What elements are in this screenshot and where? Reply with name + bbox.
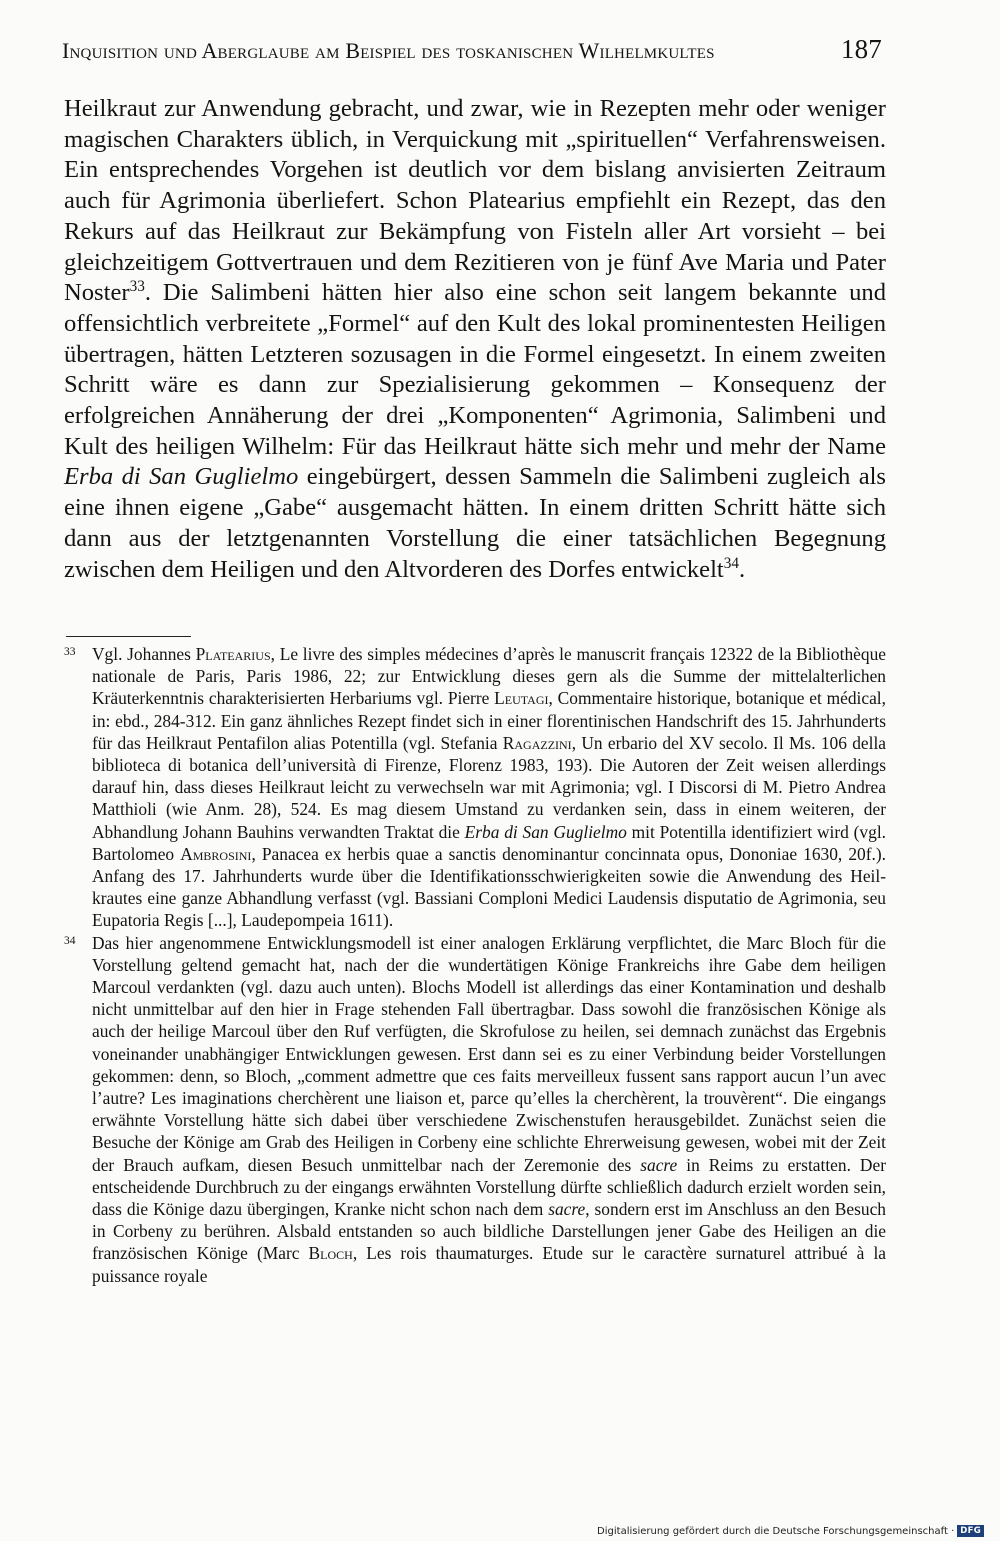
text-run: Vgl. Johannes bbox=[92, 644, 196, 664]
running-header bbox=[62, 34, 882, 68]
footnote-number: 34 bbox=[64, 934, 76, 947]
credit-text: Digitalisierung gefördert durch die Deutsche Forschungsgemeinschaft · bbox=[597, 1525, 955, 1537]
author-name: Bloch bbox=[308, 1243, 353, 1264]
digitization-credit bbox=[597, 1525, 984, 1537]
author-name: Platearius bbox=[195, 644, 271, 664]
text-run: , sondern erst im Anschluss an den Besuch in Corbeny zu berühren. Alsbald entstanden so auch bildliche Darstellungen jener Gabe des Heiligen an die französischen Könige (Marc bbox=[92, 1199, 886, 1264]
footnotes bbox=[64, 643, 886, 1287]
author-name: Leutagi bbox=[494, 688, 549, 709]
text-run: mit Potentilla identifiziert wird (vgl. Bartolomeo bbox=[92, 821, 887, 864]
footnote-34 bbox=[64, 932, 886, 1287]
italic-term: Erba di San Guglielmo bbox=[464, 821, 627, 842]
main-text bbox=[64, 94, 886, 585]
text-run: . Die Salimbeni hätten hier also eine schon seit langem bekannte und offensichtlich verbreitete „Formel“ auf den Kult des lokal prominentesten Heiligen übertragen, hätten Letzteren sozusagen in die Formel eingesetzt. In einem zweiten Schritt wäre es dann zur Spezialisierung gekommen – Konsequenz der erfolgreichen Annäherung der drei „Komponenten“ Agrimonia, Salimbeni und Kult des heiligen Wilhelm: Für das Heilkraut hätte sich mehr und mehr der Name bbox=[64, 279, 886, 460]
text-run: , Panacea ex herbis quae a sanctis denominantur concinnata opus, Dononiae 1630, 20f.). Anfang des 17. Jahrhunderts wurde über die Identifikationsschwierigkeiten sowie die Anwendung des Heilkrautes eine ganze Abhandlung verfasst (vgl. Bassiani Comploni Medici Laudensis disputatio de Agrimonia, seu Eupatoria Regis [...], Laudepompeia 1611). bbox=[92, 843, 886, 931]
text-run: , Les rois thaumaturges. Etude sur le caractère surnaturel attribué à la puissance royale bbox=[92, 1243, 887, 1286]
author-name: Ragazzini bbox=[502, 732, 572, 753]
text-run: , Un erbario del XV secolo. Il Ms. 106 della biblioteca di botanica dell’università di Firenze, Florenz 1983, 193). Die Autoren der Zeit weisen allerdings darauf hin, dass dieses Heilkraut leicht zu verwechseln war mit Agrimonia; vgl. I Discorsi di M. Pietro Andrea Matthioli (wie Anm. 28), 524. Es mag diesem Umstand zu verdanken sein, dass in einem weiteren, der Abhandlung Johann Bauhins verwandten Traktat die bbox=[92, 732, 886, 842]
text-run: . bbox=[738, 555, 746, 583]
page-number: 187 bbox=[840, 34, 882, 64]
text-run: , Le livre des simples médecines d’après le manuscrit français 12322 de la Bibliothèque nationale de Paris, Paris 1986, 22; zur Entwicklung dieses gern als die Summe der mittelalterlichen Kräuterkenntnis charakterisierten Herbariums vgl. Pierre bbox=[92, 644, 886, 709]
text-run: Das hier angenommene Entwicklungsmodell ist einer analogen Erklärung verpflichtet, die Marc Bloch für die Vorstellung geltend gemacht hat, nach der die wundertätigen Könige Frankreichs ihre Gabe dem heiligen Marcoul verdankten (vgl. dazu auch unten). Blochs Modell ist allerdings das einer Kontamination und deshalb nicht unmittelbar auf den hier in Frage stehenden Fall übertragbar. Dass sowohl die französischen Könige als auch der heilige Marcoul über den Ruf verfügten, die Skrofulose zu heilen, sei demnach zunächst das Ergebnis voneinander unabhängiger Entwicklungen gewesen. Erst dann sei es zu einer Verbindung beider Vorstellungen gekommen: denn, so Bloch, „comment admettre que ces faits merveilleux fussent sans rapport aucun l’un avec l’autre? Les imaginations cherchèrent une liaison et, parce qu’elles la cherchèrent, la trouvèrent“. Die eingangs erwähnte Vorstellung hätte sich dabei über verschiedene Zwischenstufen herausgebildet. Zunächst seien die Besuche der Könige am Grab des Heiligen in Corbeny eine schlichte Ehrerweisung gewesen, wobei mit der Zeit der Brauch aufkam, diesen Besuch unmittelbar nach der Zeremonie des bbox=[92, 932, 886, 1175]
dfg-logo: DFG bbox=[957, 1525, 984, 1537]
text-run: in Reims zu erstatten. Der entscheidende Durchbruch zu der eingangs erwähnten Vorstellung dürfte schließlich dadurch erzielt worden sein, dass die Könige dazu übergingen, Kranke nicht schon nach dem bbox=[92, 1154, 886, 1220]
footnote-number: 33 bbox=[64, 646, 76, 658]
text-run: eingebürgert, dessen Sammeln die Salimbeni zugleich als eine ihnen eigene „Gabe“ ausgemacht hätten. In einem dritten Schritt hätte sich dann aus der letztgenannten Vorstellung die einer tatsächlichen Begegnung zwischen dem Heiligen und den Altvorderen des Dorfes entwickelt bbox=[64, 463, 887, 583]
italic-term: Erba di San Guglielmo bbox=[64, 463, 299, 491]
italic-term: sacre bbox=[640, 1154, 678, 1175]
text-run: , Commentaire historique, botanique et médical, in: ebd., 284-312. Ein ganz ähnliches Rezept findet sich in einer florentinischen Handschrift des 15. Jahrhunderts für das Heilkraut Pentafilon alias Potentilla (vgl. Stefania bbox=[92, 688, 886, 753]
text-run: Heilkraut zur Anwendung gebracht, und zwar, wie in Rezepten mehr oder weniger magischen Charakters üblich, in Verquickung mit „spirituellen“ Verfahrensweisen. Ein entsprechendes Vorgehen ist deutlich vor dem bislang anvisierten Zeitraum auch für Agrimonia überliefert. Schon Platearius empfiehlt ein Rezept, das den Rekurs auf das Heilkraut zur Bekämpfung von Fisteln aller Art vorsieht – bei gleichzeitigem Gottvertrauen und dem Rezitieren von je fünf Ave Maria und Pater Noster bbox=[64, 95, 886, 307]
footnote-33 bbox=[64, 643, 886, 932]
running-title: Inquisition und Aberglaube am Beispiel des toskanischen Wilhelmkultes bbox=[62, 38, 715, 63]
footnote-ref-33[interactable]: 33 bbox=[129, 278, 145, 296]
footnote-ref-34[interactable]: 34 bbox=[723, 554, 739, 572]
body-paragraph bbox=[64, 94, 886, 585]
italic-term: sacre bbox=[548, 1199, 586, 1220]
footnote-separator bbox=[66, 636, 191, 637]
author-name: Ambrosini bbox=[180, 843, 252, 864]
